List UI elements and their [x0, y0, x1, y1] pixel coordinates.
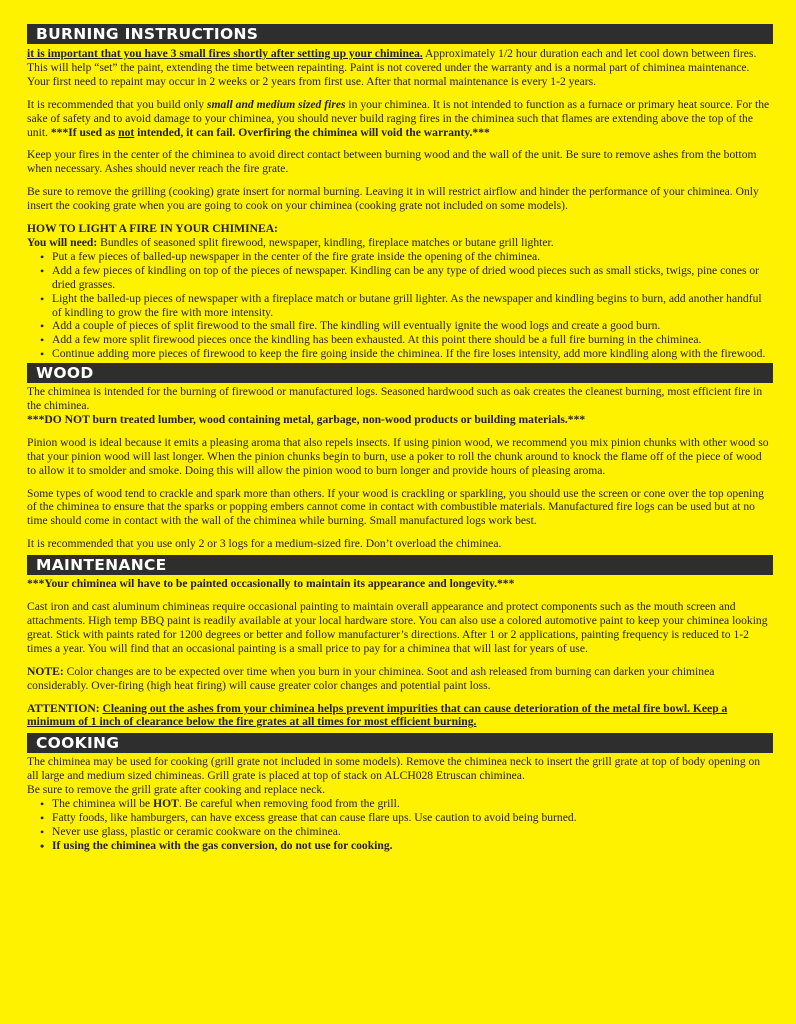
cooking-paragraph-2: Be sure to remove the grill grate after cooking and replace neck. — [27, 783, 326, 797]
maintenance-note: NOTE: Color changes are to be expected over time when you burn in your chiminea. Soot and ash released from burning can darken your chiminea considerably. Over-firing (high heat firing) will cause greater color changes and potential paint loss. — [27, 664, 715, 692]
list-item: • The chiminea will be HOT. Be careful when removing food from the grill. — [27, 797, 773, 811]
you-will-need: You will need: Bundles of seasoned split firewood, newspaper, kindling, fireplace matches or butane grill lighter. — [27, 235, 554, 249]
burning-paragraph-2: It is recommended that you build only small and medium sized fires in your chiminea. It is not intended to function as a furnace or primary heat source. For the sake of safety and to avoid damage to your chiminea, you should never build raging fires in the chiminea such that flames are extending above the top of the unit. ***If used as not intended, it can fail. Overfiring the chiminea will void the warranty.*** — [27, 97, 770, 139]
wood-paragraph-1: The chiminea is intended for the burning of firewood or manufactured logs. Seasoned hardwood such as oak creates the cleanest burning, most efficient fire in the chiminea. ***DO NOT burn treated lumber, wood containing metal, garbage, non-wood products or building materials.*** — [27, 385, 763, 426]
burning-paragraph-1: it is important that you have 3 small fires shortly after setting up your chiminea. Approximately 1/2 hour duration each and let cool down between fires. This will help “set” the paint, extending the time between repainting. Paint is not covered under the warranty and is a normal part of chiminea maintenance. Your first need to repaint may occur in 2 weeks or 2 years from first use. After that normal maintenance is every 1-2 years. — [27, 47, 757, 88]
section-header-wood: WOOD — [27, 363, 773, 383]
section-header-cooking: COOKING — [27, 733, 773, 753]
wood-paragraph-3: Some types of wood tend to crackle and spark more than others. If your wood is crackling or sparkling, you should use the screen or cone over the top opening of the chiminea to ensure that the sparks or popping embers cannot come in contact with combustible materials. Manufactured fire logs can be used but at no time should come in contact with the wall of the chiminea while burning. Small manufactured logs work best. — [27, 486, 764, 528]
cooking-list — [27, 797, 773, 853]
instruction-sheet — [27, 0, 773, 853]
maintenance-paragraph-1: ***Your chiminea wil have to be painted occasionally to maintain its appearance and longevity.*** — [27, 577, 515, 591]
section-header-burning: BURNING INSTRUCTIONS — [27, 24, 773, 44]
cooking-paragraph-1: The chiminea may be used for cooking (grill grate not included in some models). Remove the chiminea neck to insert the grill grate at top of body opening on all large and medium sized chimineas. Grill grate is placed at top of stack on ALCH028 Etruscan chiminea. — [27, 755, 761, 783]
burning-paragraph-4: Be sure to remove the grilling (cooking) grate insert for normal burning. Leaving it in will restrict airflow and hinder the performance of your chiminea. Only insert the cooking grate when you are going to cook on your chiminea (cooking grate not included on some models). — [27, 185, 759, 213]
lighting-steps-list — [27, 250, 773, 361]
wood-paragraph-4: It is recommended that you use only 2 or 3 logs for a medium-sized fire. Don’t overload the chiminea. — [27, 537, 502, 551]
burning-paragraph-3: Keep your fires in the center of the chiminea to avoid direct contact between burning wood and the wall of the unit. Be sure to remove ashes from the bottom when necessary. Ashes should never reach the fire grate. — [27, 148, 757, 176]
list-item: • Fatty foods, like hamburgers, can have excess grease that can cause flare ups. Use caution to avoid being burned. — [27, 811, 773, 825]
howto-heading: HOW TO LIGHT A FIRE IN YOUR CHIMINEA: — [27, 222, 278, 236]
list-item: • Add a few pieces of kindling on top of the pieces of newspaper. Kindling can be any type of dried wood pieces such as small sticks, twigs, pine cones or dried grasses. — [27, 264, 773, 292]
maintenance-paragraph-2: Cast iron and cast aluminum chimineas require occasional painting to maintain overall appearance and protect components such as the mouth screen and attachments. High temp BBQ paint is readily available at your local hardware store. You can also use a colored automotive paint to keep your chiminea looking great. Stick with paints rated for 1200 degrees or better and follow manufacturer’s directions. After 1 or 2 applications, painting frequency is reduced to 1-2 times a year. You will find that an occasional painting is a small price to pay for a chiminea that will last for years of use. — [27, 600, 768, 655]
list-item: • Add a few more split firewood pieces once the kindling has been exhausted. At this point there should be a full fire burning in the chiminea. — [27, 333, 773, 347]
list-item: • Light the balled-up pieces of newspaper with a fireplace match or butane grill lighter. As the newspaper and kindling begins to burn, add another handful of kindling to grow the fire with more intensity. — [27, 292, 773, 320]
list-item: • If using the chiminea with the gas conversion, do not use for cooking. — [27, 839, 773, 853]
list-item: • Never use glass, plastic or ceramic cookware on the chiminea. — [27, 825, 773, 839]
burning-important-notice: it is important that you have 3 small fires shortly after setting up your chiminea. — [27, 47, 423, 60]
wood-paragraph-2: Pinion wood is ideal because it emits a pleasing aroma that also repels insects. If using pinion wood, we recommend you mix pinion chunks with other wood so that your pinion wood will last longer. When the pinion chunks begin to burn, use a poker to roll the chunk around to knock the flame off of the piece of wood to allow it to smolder and smoke. Doing this will allow the pinion wood to burn longer and provide hours of pleasing aroma. — [27, 435, 769, 477]
list-item: • Add a couple of pieces of split firewood to the small fire. The kindling will eventually ignite the wood logs and create a good burn. — [27, 319, 773, 333]
section-header-maintenance: MAINTENANCE — [27, 555, 773, 575]
list-item: • Put a few pieces of balled-up newspaper in the center of the fire grate inside the opening of the chiminea. — [27, 250, 773, 264]
maintenance-attention: ATTENTION: Cleaning out the ashes from your chiminea helps prevent impurities that can cause deterioration of the metal fire bowl. Keep a minimum of 1 inch of clearance below the fire grates at all times for most efficient burning. — [27, 701, 728, 729]
list-item: • Continue adding more pieces of firewood to keep the fire going inside the chiminea. If the fire loses intensity, add more kindling along with the firewood. — [27, 347, 773, 361]
